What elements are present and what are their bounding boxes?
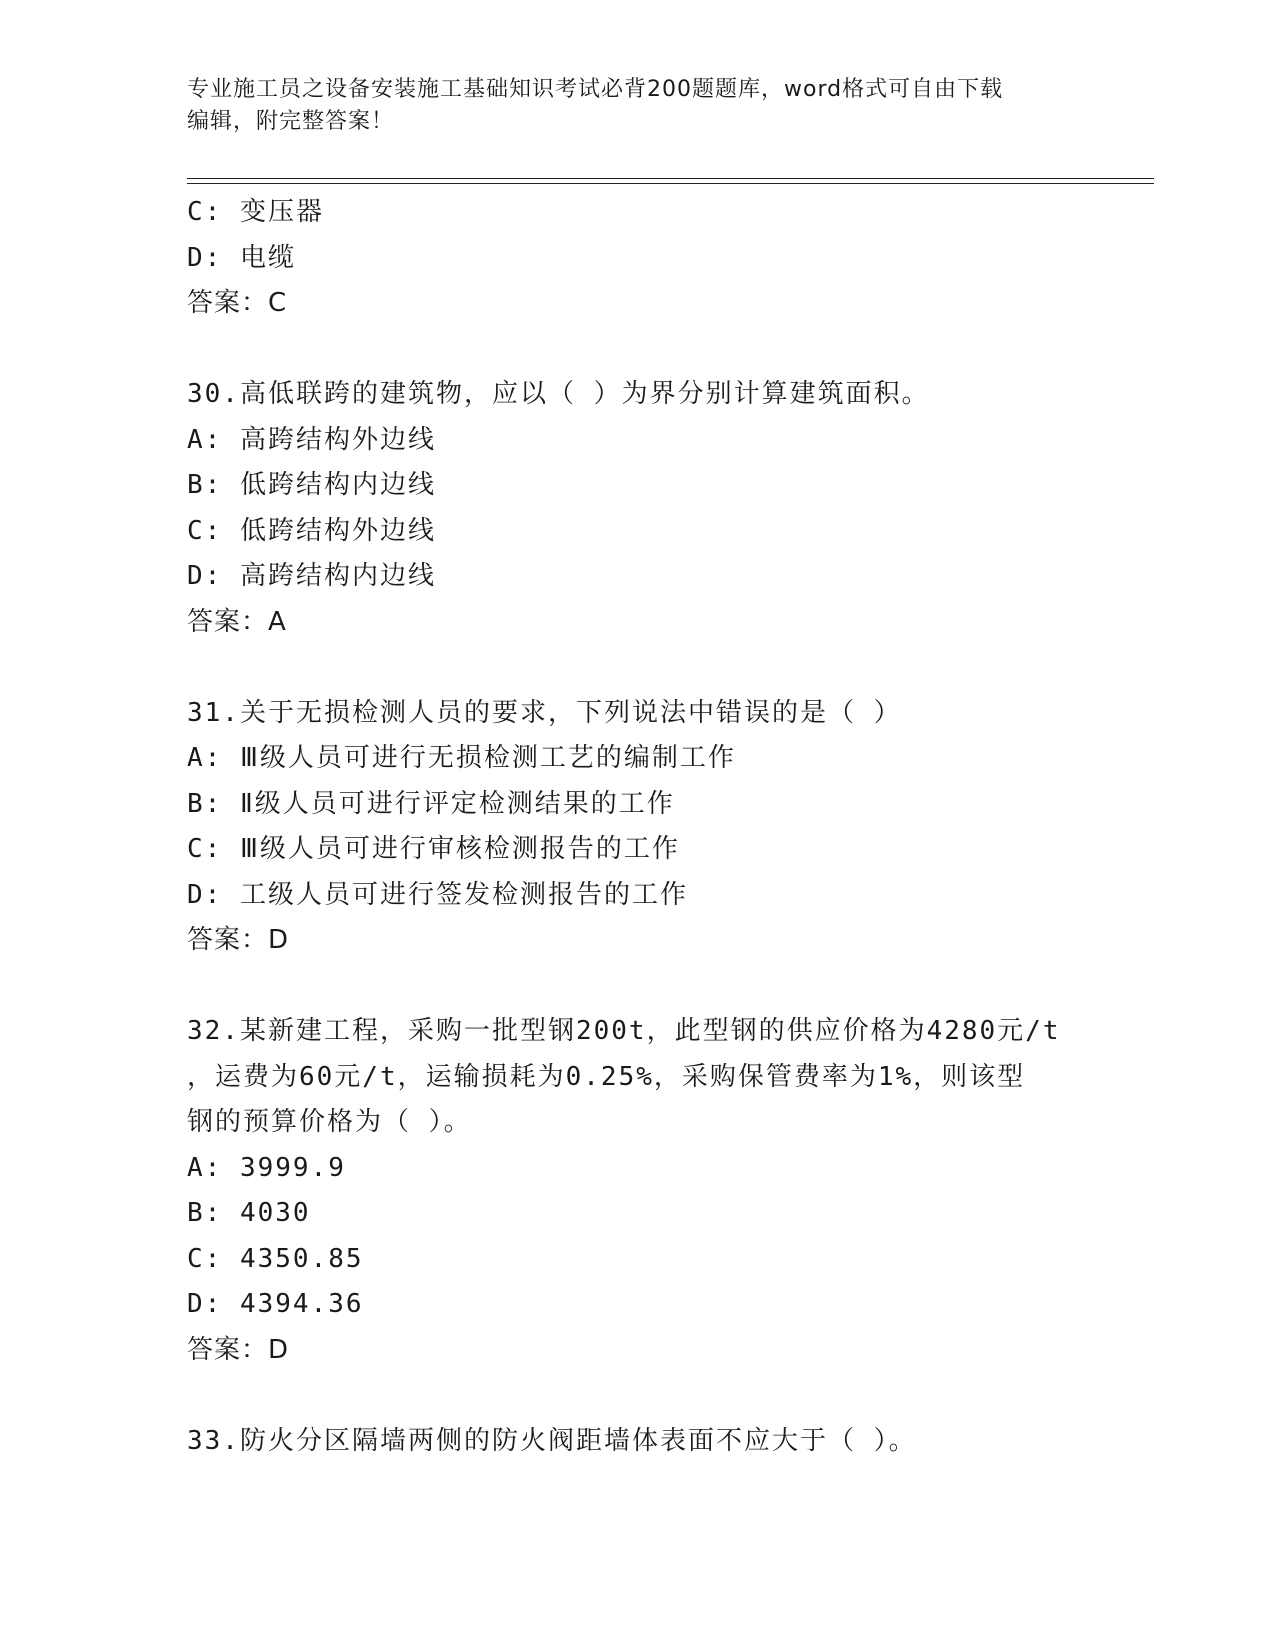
spacer	[187, 327, 1087, 373]
option-a: A: 3999.9	[187, 1152, 346, 1183]
option-b: B: Ⅱ级人员可进行评定检测结果的工作	[187, 788, 675, 819]
option-d: D: 高跨结构内边线	[187, 561, 436, 591]
question-stem: 31.关于无损检测人员的要求，下列说法中错误的是（ ）	[187, 697, 902, 728]
option-a: A: Ⅲ级人员可进行无损检测工艺的编制工作	[187, 743, 736, 773]
header-divider-bottom	[187, 183, 1154, 184]
option-b: B: 4030	[187, 1198, 311, 1228]
question-32	[187, 1009, 1087, 1373]
answer: 答案：D	[187, 1334, 290, 1365]
header-line-1: 专业施工员之设备安装施工基础知识考试必背200题题库，word格式可自由下载	[187, 77, 1004, 102]
option-c: C: 变压器	[187, 197, 324, 227]
spacer	[187, 645, 1087, 691]
header-line-2: 编辑，附完整答案！	[187, 109, 395, 134]
option-a: A: 高跨结构外边线	[187, 424, 436, 455]
question-stem-line-2: ，运费为60元/t，运输损耗为0.25%，采购保管费率为1%，则该型	[187, 1061, 1026, 1092]
option-b: B: 低跨结构内边线	[187, 470, 436, 500]
option-d: D: 电缆	[187, 242, 296, 273]
spacer	[187, 1373, 1087, 1419]
answer: 答案：D	[187, 925, 290, 955]
option-c: C: 低跨结构外边线	[187, 515, 436, 546]
question-list	[187, 190, 1087, 1464]
option-c: C: 4350.85	[187, 1243, 364, 1274]
question-29-tail	[187, 190, 1087, 327]
spacer	[187, 964, 1087, 1010]
question-stem: 33.防火分区隔墙两侧的防火阀距墙体表面不应大于（ ）。	[187, 1425, 917, 1456]
document-header	[187, 74, 1087, 138]
question-30	[187, 372, 1087, 645]
option-d: D: 4394.36	[187, 1289, 364, 1319]
answer: 答案：A	[187, 606, 287, 637]
option-c: C: Ⅲ级人员可进行审核检测报告的工作	[187, 834, 680, 864]
option-d: D: 工级人员可进行签发检测报告的工作	[187, 879, 688, 910]
question-31	[187, 691, 1087, 964]
question-stem-line-1: 32.某新建工程，采购一批型钢200t，此型钢的供应价格为4280元/t	[187, 1016, 1061, 1046]
question-stem-line-3: 钢的预算价格为（ ）。	[187, 1107, 472, 1137]
header-divider-top	[187, 178, 1154, 179]
answer: 答案：C	[187, 288, 288, 318]
question-stem: 30.高低联跨的建筑物，应以（ ）为界分别计算建筑面积。	[187, 379, 930, 409]
question-33	[187, 1419, 1087, 1465]
